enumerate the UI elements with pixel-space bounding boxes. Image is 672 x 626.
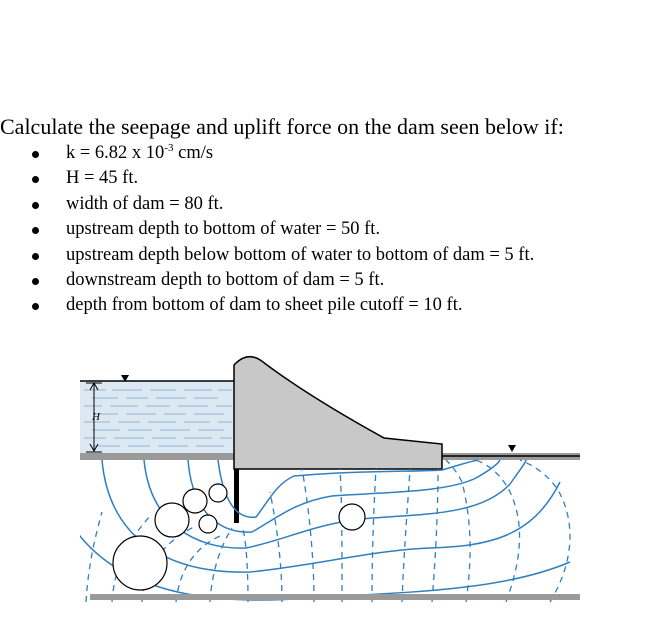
check-circle	[209, 484, 227, 502]
bullet-icon	[32, 278, 39, 285]
condition-dam-width-text: width of dam = 80 ft.	[66, 193, 224, 214]
condition-cutoff-depth-text: depth from bottom of dam to sheet pile cutoff = 10 ft.	[66, 295, 463, 316]
condition-cutoff-depth	[0, 293, 672, 318]
permeability-value: k = 6.82 x 10	[66, 143, 165, 163]
condition-upstream-water-depth-text: upstream depth to bottom of water = 50 ft.	[66, 219, 381, 240]
conditions-list	[0, 141, 672, 319]
dam-flow-net-figure	[80, 352, 580, 607]
condition-dam-width	[0, 192, 672, 217]
condition-head-text: H = 45 ft.	[66, 168, 139, 189]
bullet-icon	[32, 202, 39, 209]
upstream-ground-surface	[80, 453, 234, 460]
check-circle	[113, 536, 167, 590]
check-circle	[183, 489, 207, 513]
bullet-icon	[32, 151, 39, 158]
check-circle	[339, 504, 365, 530]
sheet-pile-cutoff	[234, 469, 239, 523]
head-label: H	[92, 411, 100, 423]
permeability-unit: cm/s	[173, 143, 214, 163]
dam-body	[234, 357, 442, 469]
reservoir-water	[80, 381, 234, 453]
bullet-icon	[32, 227, 39, 234]
impervious-base	[90, 594, 580, 600]
condition-head	[0, 166, 672, 191]
bullet-icon	[32, 303, 39, 310]
problem-statement	[0, 113, 672, 319]
problem-prompt: Calculate the seepage and uplift force on the dam seen below if:	[0, 114, 564, 139]
condition-upstream-water-depth	[0, 217, 672, 242]
condition-upstream-below-water	[0, 243, 672, 268]
condition-downstream-depth	[0, 268, 672, 293]
bullet-icon	[32, 176, 39, 183]
permeability-exponent: -3	[164, 142, 174, 154]
check-circle	[199, 515, 217, 533]
bullet-icon	[32, 253, 39, 260]
downstream-water-level-marker	[508, 445, 516, 452]
condition-upstream-below-water-text: upstream depth below bottom of water to bottom of dam = 5 ft.	[66, 244, 535, 265]
check-circle	[155, 503, 189, 537]
dam-flow-net-svg	[80, 352, 580, 607]
condition-permeability	[0, 141, 672, 166]
condition-downstream-depth-text: downstream depth to bottom of dam = 5 ft.	[66, 270, 385, 291]
